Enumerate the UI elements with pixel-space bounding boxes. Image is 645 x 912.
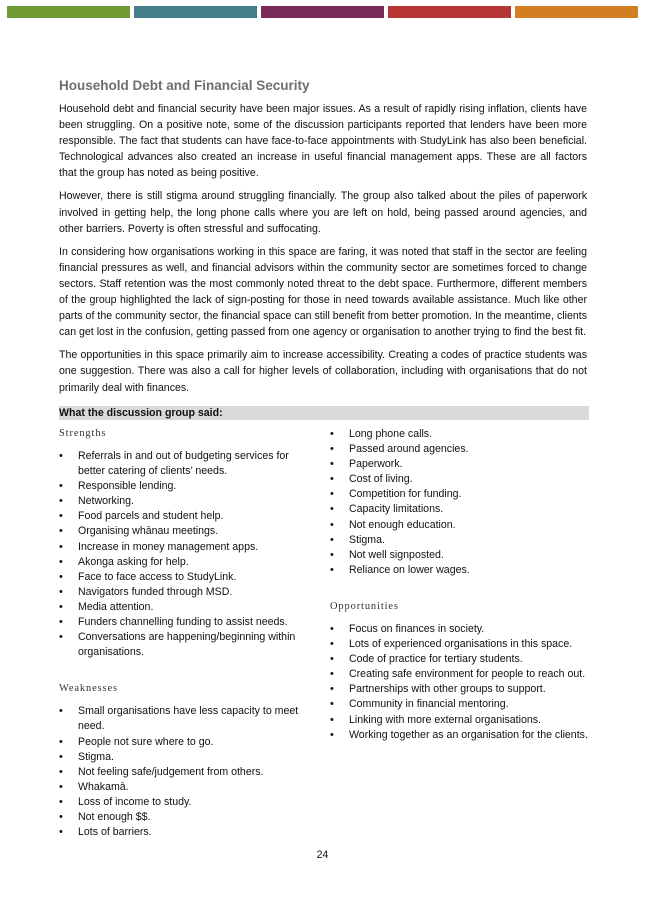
- list-item: • Akonga asking for help.: [59, 555, 317, 570]
- paragraph: Household debt and financial security have been major issues. As a result of rapidly rising inflation, clients have been struggling. On a positive note, some of the discussion participants reported that lenders have been more responsible. The fact that students can have face-to-face appointments with StudyLink has also been beneficial. Technological advances also created an increase in useful financial management apps. These are all factors that the group has noted as being positive.: [59, 103, 587, 180]
- list-item: • Stigma.: [59, 750, 317, 765]
- list-item: • Conversations are happening/beginning within organisations.: [59, 630, 317, 660]
- list-item: • Passed around agencies.: [330, 442, 590, 457]
- body-text: [59, 101, 587, 403]
- color-segment-green: [7, 6, 130, 18]
- weaknesses-heading: Weaknesses: [59, 683, 118, 695]
- list-item: • Not enough education.: [330, 518, 590, 533]
- list-item: • Long phone calls.: [330, 427, 590, 442]
- list-item: • Paperwork.: [330, 457, 590, 472]
- list-item: • Referrals in and out of budgeting services for better catering of clients’ needs.: [59, 449, 317, 479]
- list-item: • Responsible lending.: [59, 479, 317, 494]
- list-item: • Networking.: [59, 494, 317, 509]
- list-item: • Food parcels and student help.: [59, 509, 317, 524]
- weaknesses-list-continued: [330, 427, 590, 578]
- paragraph: The opportunities in this space primarily aim to increase accessibility. Creating a codes of practice students was one suggestion. There was also a call for higher levels of collaboration, including with organisations that do not primarily deal with finances.: [59, 349, 587, 394]
- color-segment-red: [388, 6, 511, 18]
- list-item: • Stigma.: [330, 533, 590, 548]
- section-title: Household Debt and Financial Security: [59, 78, 310, 93]
- right-column: [330, 427, 590, 743]
- list-item: • Community in financial mentoring.: [330, 697, 590, 712]
- list-item: • Capacity limitations.: [330, 502, 590, 517]
- header-color-bar: [7, 6, 638, 18]
- list-item: • Lots of barriers.: [59, 825, 317, 840]
- list-item: • Increase in money management apps.: [59, 540, 317, 555]
- paragraph: In considering how organisations working in this space are faring, it was noted that staff in the sector are feeling financial pressures as well, and financial advisors within the community sector are sometimes forced to change sectors. Staff retention was the most commonly noted threat to the debt space. Furthermore, different members of the group highlighted the lack of sign-posting for those in need towards available assistance. Much like other parts of the community sector, the financial space can still benefit from better promotion. In the meantime, clients can get lost in the confusion, getting passed from one agency or organisation to another trying to find the best fit.: [59, 245, 587, 339]
- list-item: • Working together as an organisation for the clients.: [330, 728, 590, 743]
- strengths-list: [59, 449, 317, 660]
- list-item: • Linking with more external organisations.: [330, 713, 590, 728]
- list-item: • Not well signposted.: [330, 548, 590, 563]
- list-item: • Lots of experienced organisations in this space.: [330, 637, 590, 652]
- list-item: • Navigators funded through MSD.: [59, 585, 317, 600]
- paragraph: However, there is still stigma around struggling financially. The group also talked about the piles of paperwork involved in getting help, the long phone calls where you are left on hold, being passed around agencies, and other barriers. Poverty is often stressful and suffocating.: [59, 190, 587, 235]
- opportunities-heading: Opportunities: [330, 600, 399, 612]
- list-item: • Face to face access to StudyLink.: [59, 570, 317, 585]
- list-item: • Code of practice for tertiary students.: [330, 652, 590, 667]
- weaknesses-list: [59, 704, 317, 840]
- list-item: • Loss of income to study.: [59, 795, 317, 810]
- opportunities-list: [330, 622, 590, 743]
- list-item: • Not enough $$.: [59, 810, 317, 825]
- page-number: 24: [316, 849, 329, 861]
- list-item: • Focus on finances in society.: [330, 622, 590, 637]
- list-item: • Competition for funding.: [330, 487, 590, 502]
- list-item: • Funders channelling funding to assist needs.: [59, 615, 317, 630]
- list-item: • Creating safe environment for people to reach out.: [330, 667, 590, 682]
- list-item: • Small organisations have less capacity to meet need.: [59, 704, 317, 734]
- list-item: • Whakamā.: [59, 780, 317, 795]
- color-segment-purple: [261, 6, 384, 18]
- list-item: • People not sure where to go.: [59, 735, 317, 750]
- strengths-heading: Strengths: [59, 428, 107, 439]
- list-item: • Media attention.: [59, 600, 317, 615]
- list-item: • Organising whānau meetings.: [59, 524, 317, 539]
- list-item: • Cost of living.: [330, 472, 590, 487]
- list-item: • Not feeling safe/judgement from others.: [59, 765, 317, 780]
- color-segment-teal: [134, 6, 257, 18]
- discussion-panel-header: What the discussion group said:: [59, 406, 589, 420]
- list-item: • Partnerships with other groups to support.: [330, 682, 590, 697]
- left-column: [59, 427, 317, 840]
- color-segment-orange: [515, 6, 638, 18]
- list-item: • Reliance on lower wages.: [330, 563, 590, 578]
